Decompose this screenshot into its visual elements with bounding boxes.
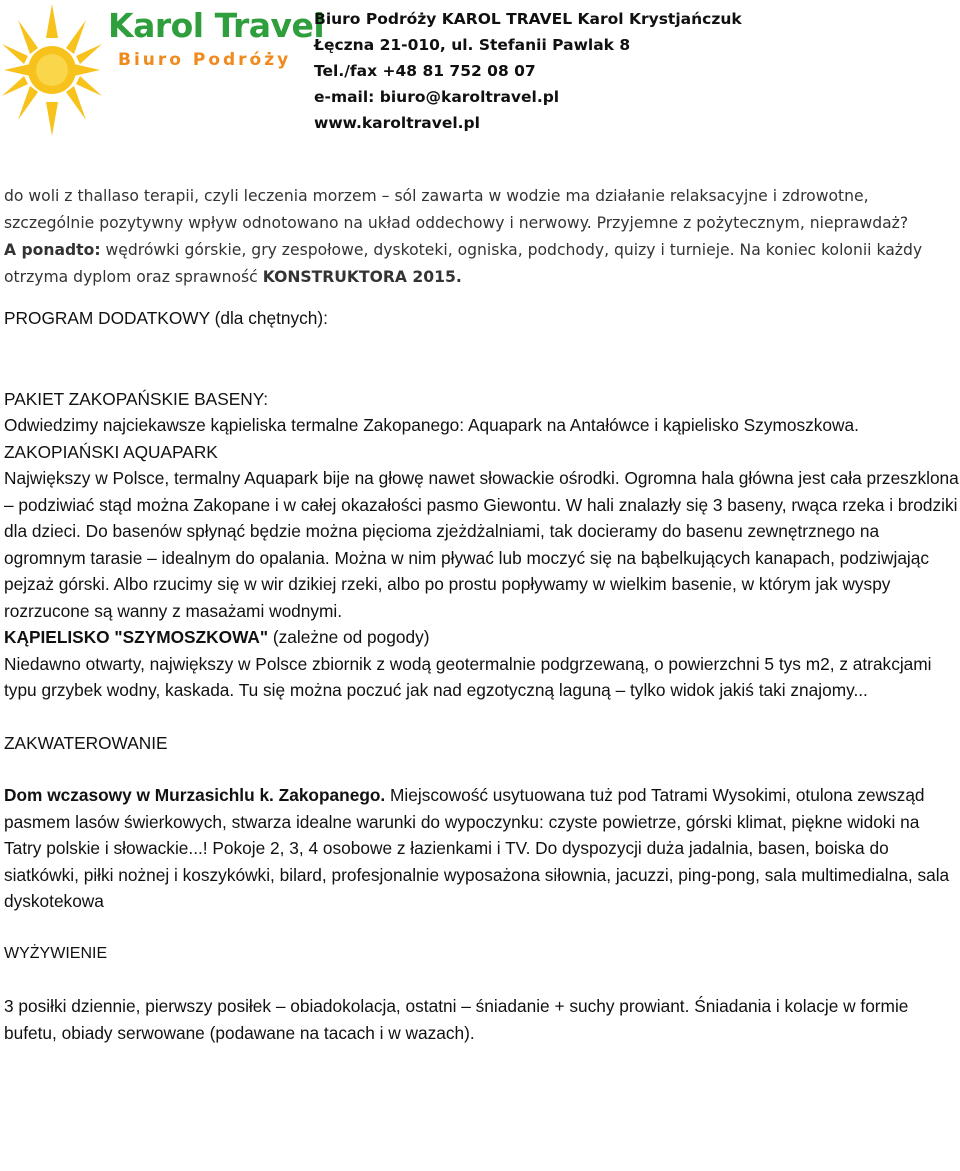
extras-lead: A ponadto: <box>4 241 101 259</box>
program-heading-text: PROGRAM DODATKOWY <box>4 308 210 328</box>
pakiet-heading: PAKIET ZAKOPAŃSKIE BASENY: <box>4 388 269 409</box>
pakiet-text: Odwiedzimy najciekawsze kąpieliska termalne Zakopanego: Aquapark na Antałówce i kąpielisko Szymoszkowa. <box>4 415 859 435</box>
company-website: www.karoltravel.pl <box>314 114 480 132</box>
aquapark-text: Największy w Polsce, termalny Aquapark bije na głowę nawet słowackie ośrodki. Ogromna hala główna jest cała przeszklona – podziwiać stąd można Zakopane i w całej okazałości pasmo Giewontu. W hali znalazły się 3 baseny, rwąca rzeka i brodziki dla dzieci. Do basenów spłynąć będzie można pięcioma zjeżdżalniami, tak docieramy do basenu zewnętrznego na ogromnym tarasie – idealnym do opalania. Można w nim pływać lub moczyć się na bąbelkujących kanapach, podziwjając pejzaż górski. Albo rzucimy się w wir dzikiej rzeki, albo po prostu popływamy w wielkim basenie, w którym jak wyspy rozrzucone są wanny z masażami wodnymi. <box>4 468 959 621</box>
letterhead <box>0 0 960 140</box>
szymoszkowa-heading <box>4 624 959 651</box>
zakwaterowanie-text <box>4 782 959 915</box>
szymoszkowa-text: Niedawno otwarty, największy w Polsce zbiornik z wodą geotermalnie podgrzewaną, o powierzchni 5 tys m2, z atrakcjami typu grzybek wodny, kaskada. Tu się można poczuć jak nad egzotyczną laguną – tylko widok jakiś taki znajomy... <box>4 653 932 700</box>
wyzywienie-heading: WYŻYWIENIE <box>4 944 108 962</box>
company-email: e-mail: biuro@karoltravel.pl <box>314 88 560 106</box>
accommodation-name: Dom wczasowy w Murzasichlu k. Zakopanego. <box>4 785 386 805</box>
accommodation-description: Miejscowość usytuowana tuż pod Tatrami Wysokimi, otulona zewsząd pasmem lasów świerkowych, stwarza idealne warunki do wypoczynku: czyste powietrze, górski klimat, piękne widoki na Tatry polskie i słowackie...! Pokoje 2, 3, 4 osobowe z łazienkami i TV. Do dyspozycji duża jadalnia, basen, boiska do siatkówki, piłki nożnej i koszykówki, bilard, profesjonalnie wyposażona siłownia, jacuzzi, ping-pong, sala multimedialna, sala dyskotekowa <box>4 785 950 911</box>
company-logo <box>0 0 325 140</box>
document-body <box>4 183 959 1046</box>
wyzywienie-text: 3 posiłki dziennie, pierwszy posiłek – obiadokolacja, ostatni – śniadanie + suchy prowiant. Śniadania i kolacje w formie bufetu, obiady serwowane (podawane na tacach i w wazach). <box>4 996 909 1043</box>
extras-text: wędrówki górskie, gry zespołowe, dyskoteki, ogniska, podchody, quizy i turnieje. Na koniec kolonii każdy otrzyma dyplom oraz sprawność <box>4 241 923 286</box>
aquapark-heading: ZAKOPIAŃSKI AQUAPARK <box>4 441 218 462</box>
extras-paragraph <box>4 237 959 291</box>
logo-name: Karol Travel <box>108 6 325 45</box>
program-heading <box>4 305 959 332</box>
logo-subtitle: Biuro Podróży <box>118 50 292 70</box>
company-phone: Tel./fax +48 81 752 08 07 <box>314 62 536 80</box>
szymoszkowa-heading-text: KĄPIELISKO "SZYMOSZKOWA" <box>4 627 269 647</box>
program-heading-suffix: (dla chętnych): <box>209 308 328 328</box>
company-address: Łęczna 21-010, ul. Stefanii Pawlak 8 <box>314 36 631 54</box>
intro-paragraph: do woli z thallaso terapii, czyli leczenia morzem – sól zawarta w wodzie ma działanie relaksacyjne i zdrowotne, szczególnie pozytywny wpływ odnotowano na układ oddechowy i nerwowy. Przyjemne z pożytecznym, nieprawdaż? <box>4 187 909 232</box>
szymoszkowa-heading-suffix: (zależne od pogody) <box>268 627 430 647</box>
extras-badge: KONSTRUKTORA 2015. <box>262 268 462 286</box>
zakwaterowanie-heading: ZAKWATEROWANIE <box>4 732 168 753</box>
company-info <box>314 6 742 136</box>
company-name: Biuro Podróży KAROL TRAVEL Karol Krystjańczuk <box>314 10 742 28</box>
